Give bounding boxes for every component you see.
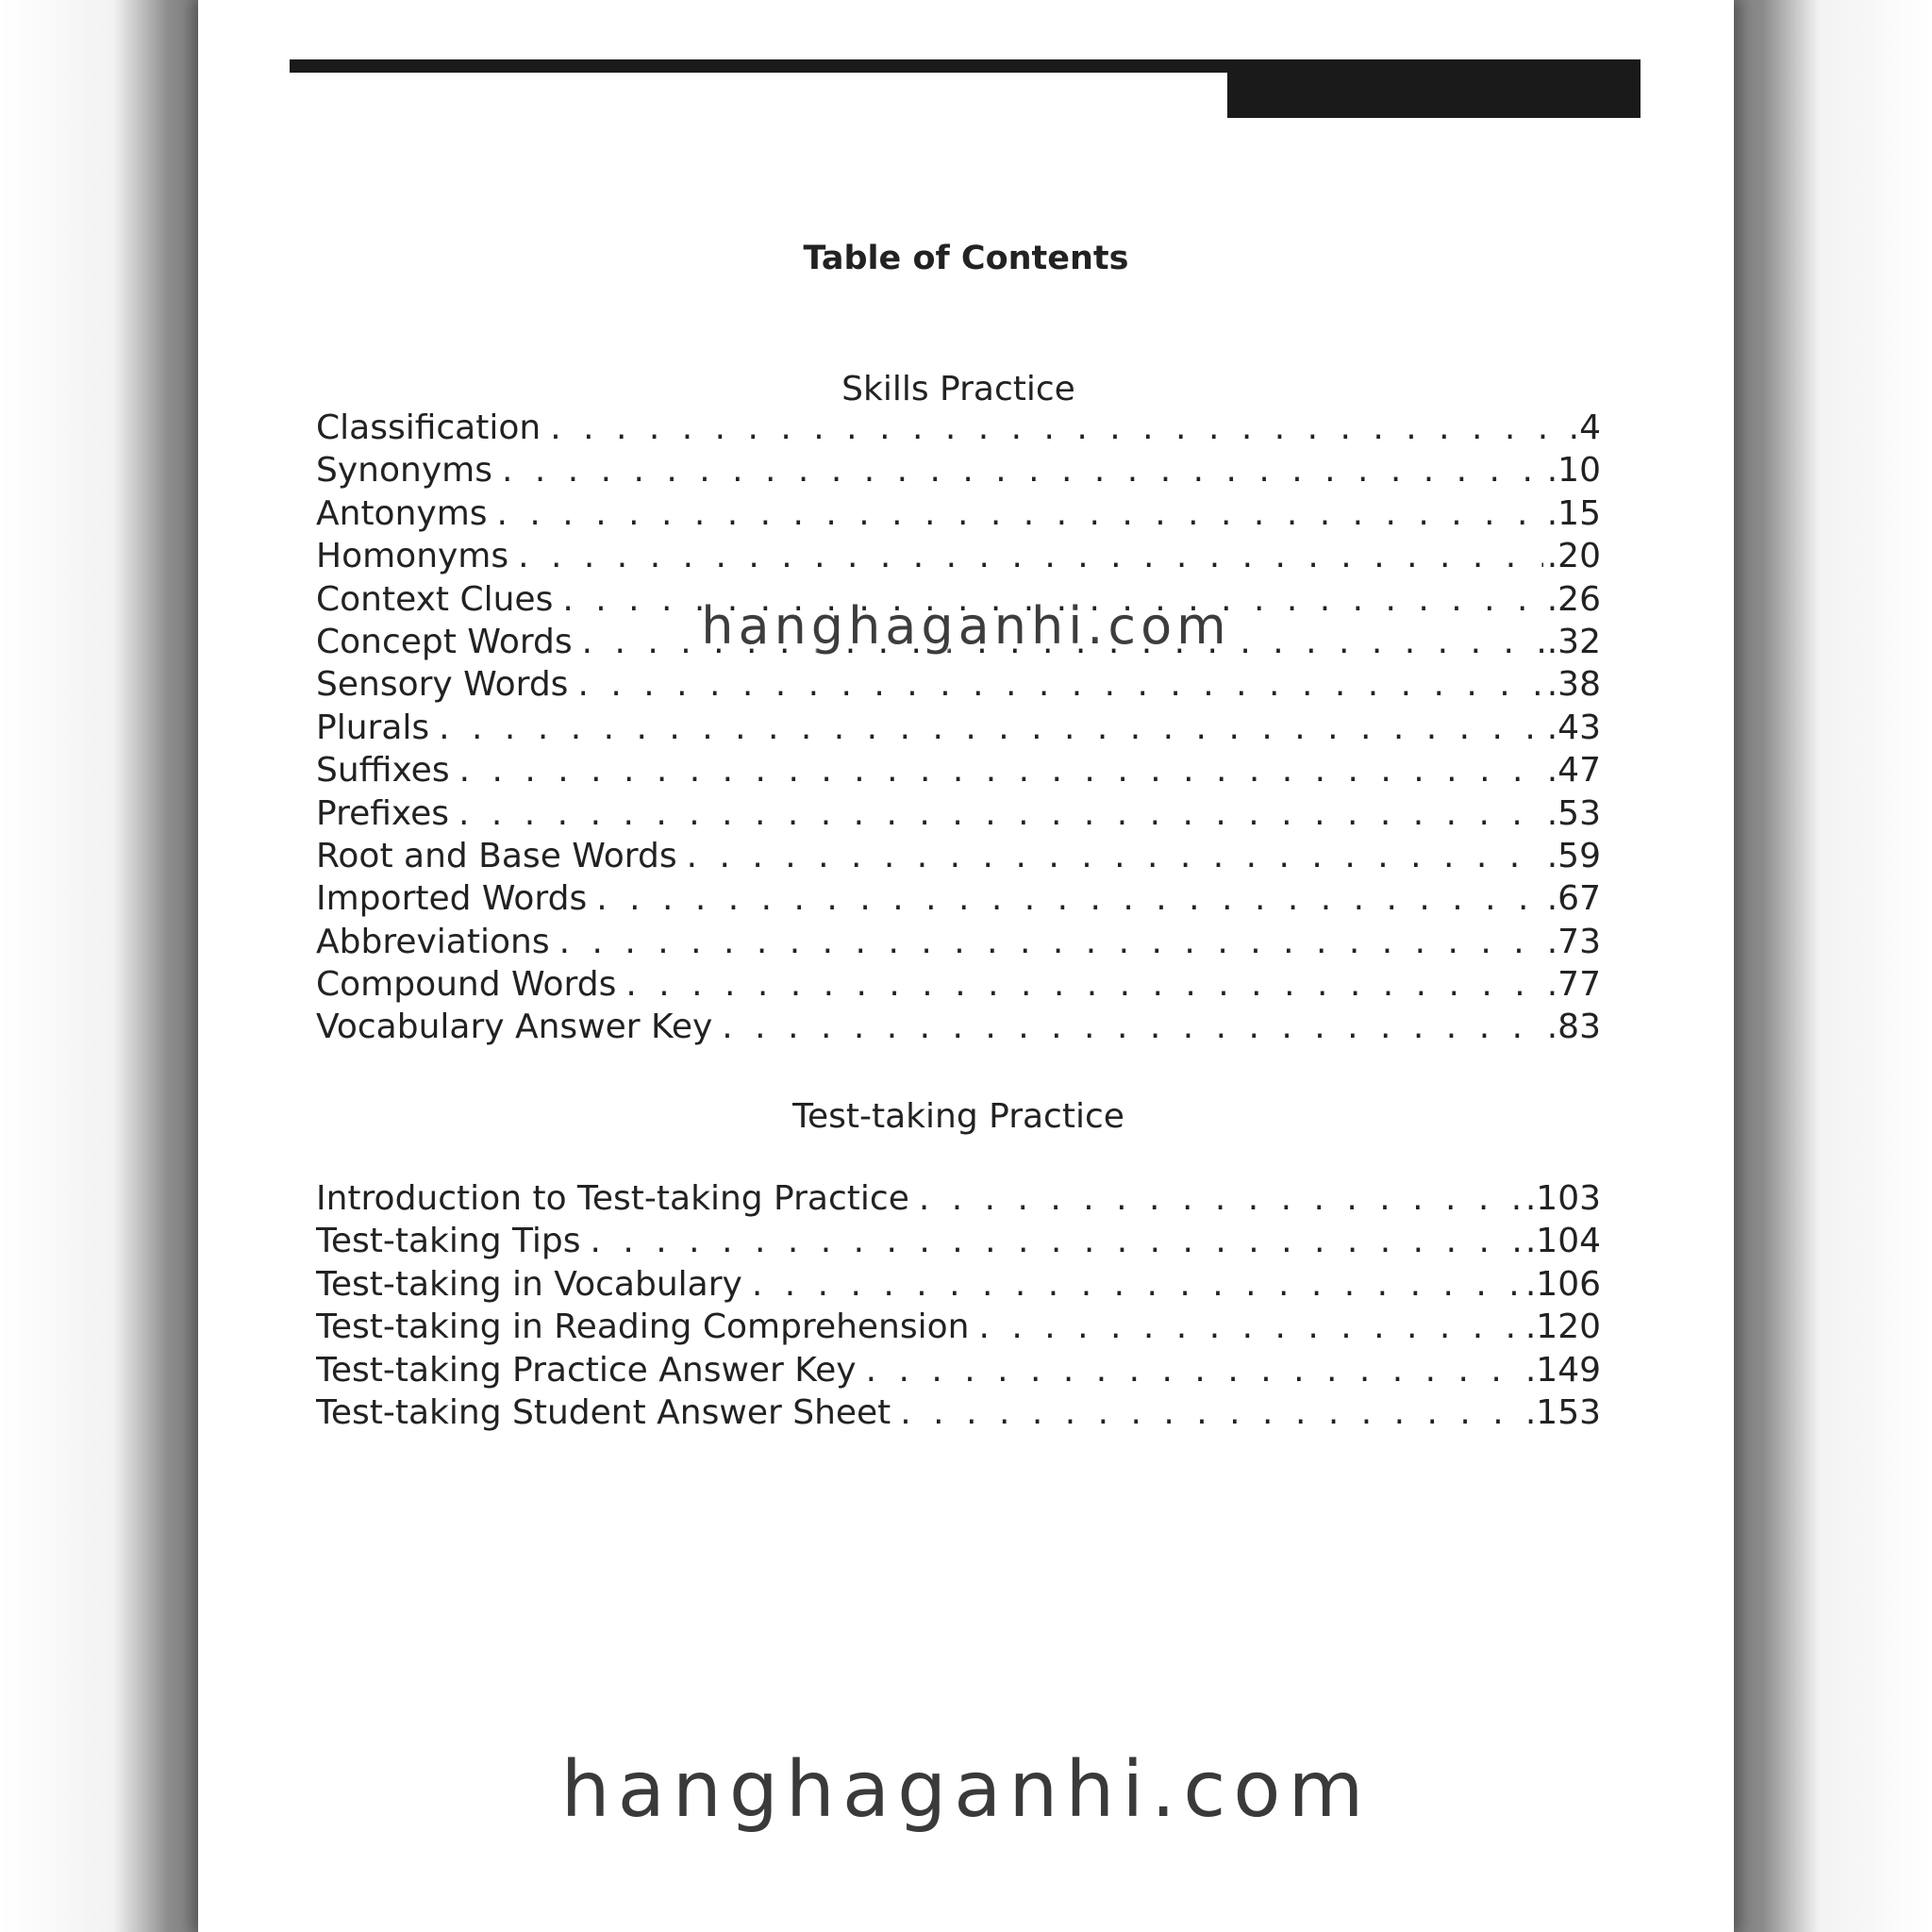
toc-entry [316,1179,1601,1222]
toc-entry [316,1008,1601,1050]
dot-leader [978,1307,1521,1346]
toc-entry [316,1222,1601,1264]
toc-entry [316,1307,1601,1350]
dot-leader [596,879,1543,918]
dot-leader [687,837,1543,875]
toc-entry [316,1351,1601,1393]
toc-entry [316,794,1601,837]
toc-entry-label: Test-taking in Vocabulary [316,1264,742,1304]
toc-entry-page: .59 [1546,836,1601,875]
toc-entry-label: Compound Words [316,965,617,1005]
toc-entry-label: Sensory Words [316,665,569,705]
toc-entry-page: .53 [1546,793,1601,833]
toc-entry [316,1393,1601,1436]
toc-entry-label: Root and Base Words [316,836,677,875]
toc-entry [316,1265,1601,1307]
toc-entry-label: Antonyms [316,493,488,533]
toc-entry [316,751,1601,793]
dot-leader [497,494,1543,533]
document-page [198,0,1734,1932]
toc-entry-label: Prefixes [316,793,450,833]
dot-leader [900,1393,1522,1432]
toc-entry [316,879,1601,922]
dot-leader [577,665,1542,704]
toc-entry [316,408,1601,451]
toc-entry-label: Suffixes [316,751,450,791]
toc-entry-label: Test-taking Practice Answer Key [316,1350,857,1390]
toc-entry-label: Test-taking Tips [316,1222,581,1261]
page-title: Table of Contents [803,240,1129,277]
toc-entry-page: .15 [1546,493,1601,533]
toc-entry-label: Plurals [316,708,430,747]
toc-entry-page: .4 [1568,408,1601,447]
toc-entry [316,451,1601,493]
toc-entry-page: .103 [1524,1179,1601,1218]
toc-entry-page: .26 [1546,579,1601,619]
toc-entry-label: Context Clues [316,579,554,619]
toc-entry-label: Synonyms [316,451,492,491]
toc-entry-page: .83 [1546,1008,1601,1047]
toc-entry-page: .20 [1546,537,1601,576]
toc-entry-page: .149 [1524,1350,1601,1390]
toc-entry [316,837,1601,879]
toc-list-skills-practice [316,408,1601,1051]
dot-leader [625,965,1542,1004]
dot-leader [550,408,1564,447]
watermark-bottom: hanghaganhi.com [560,1745,1372,1835]
toc-entry [316,923,1601,965]
watermark-middle: hanghaganhi.com [701,596,1231,656]
toc-entry-label: Imported Words [316,879,588,919]
toc-entry-page: .38 [1546,665,1601,705]
section-heading-skills-practice: Skills Practice [841,370,1075,408]
dot-leader [518,537,1543,575]
toc-entry [316,708,1601,751]
toc-entry-page: .120 [1524,1307,1601,1347]
dot-leader [459,751,1543,790]
toc-entry-page: .104 [1524,1222,1601,1261]
toc-entry-page: .153 [1524,1392,1601,1432]
toc-entry-page: .106 [1524,1264,1601,1304]
dot-leader [722,1008,1542,1046]
toc-entry-page: .10 [1546,451,1601,491]
toc-entry-label: Test-taking Student Answer Sheet [316,1392,891,1432]
toc-entry-label: Classification [316,408,541,447]
dot-leader [559,923,1543,961]
toc-entry-label: Vocabulary Answer Key [316,1008,713,1047]
toc-entry [316,537,1601,579]
header-block [1227,59,1641,118]
dot-leader [866,1351,1522,1390]
dot-leader [752,1265,1522,1304]
toc-entry [316,494,1601,537]
toc-entry-page: .73 [1546,922,1601,961]
toc-entry-page: .43 [1546,708,1601,747]
dot-leader [502,451,1543,490]
toc-entry-label: Homonyms [316,537,509,576]
toc-entry-page: .47 [1546,751,1601,791]
toc-entry-label: Concept Words [316,622,573,661]
toc-entry [316,665,1601,708]
section-heading-test-taking-practice: Test-taking Practice [792,1097,1124,1136]
dot-leader [458,794,1543,833]
toc-entry-page: .77 [1546,965,1601,1005]
toc-entry [316,965,1601,1008]
dot-leader [439,708,1543,747]
toc-entry-label: Abbreviations [316,922,550,961]
dot-leader [591,1222,1522,1260]
toc-entry-label: Introduction to Test-taking Practice [316,1179,909,1218]
dot-leader [919,1179,1522,1218]
toc-entry-label: Test-taking in Reading Comprehension [316,1307,970,1347]
toc-entry-page: .32 [1546,622,1601,661]
toc-list-test-taking-practice [316,1179,1601,1436]
toc-entry-page: .67 [1546,879,1601,919]
